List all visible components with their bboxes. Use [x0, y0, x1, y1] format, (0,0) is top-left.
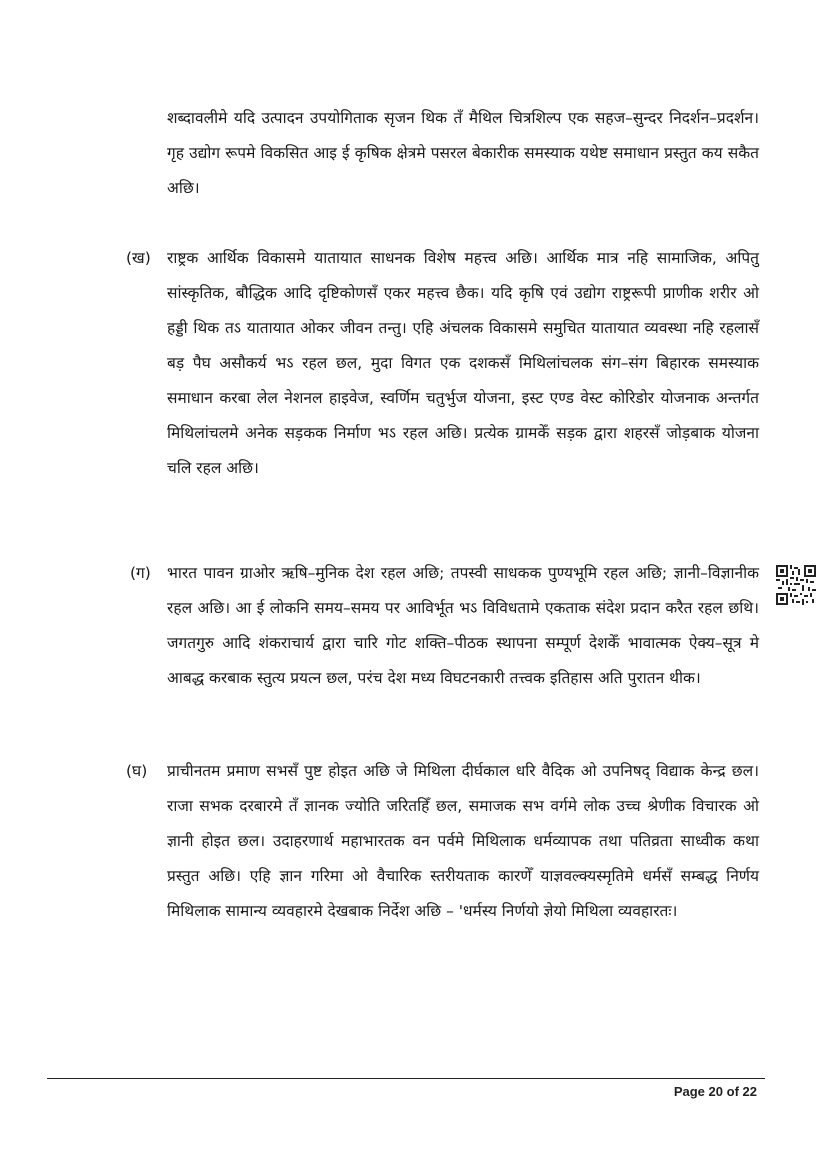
paragraph-marker-gha: (घ) [126, 762, 148, 780]
page-number [674, 1084, 757, 1099]
paragraph-marker-ga: (ग) [130, 564, 151, 582]
paragraph-intro: शब्दावलीमे यदि उत्पादन उपयोगिताक सृजन थिक तँ मैथिल चित्रशिल्प एक सहज–सुन्दर निदर्शन–प्रदर्शन। गृह उद्योग रूपमे विकसित आइ ई कृषिक क्षेत्रमे पसरल बेकारीक समस्याक यथेष्ट समाधान प्रस्तुत कय सकैत अछि। [167, 109, 759, 197]
page-current: 20 [708, 1084, 723, 1099]
page-total: 22 [742, 1084, 757, 1099]
paragraph-marker-kha: (ख) [126, 249, 151, 267]
paragraph-gha: प्राचीनतम प्रमाण सभसँ पुष्ट होइत अछि जे मिथिला दीर्घकाल धरि वैदिक ओ उपनिषद् विद्याक केन्द्र छल। राजा सभक दरबारमे तँ ज्ञानक ज्योति जरितहिँ छल, समाजक सभ वर्गमे लोक उच्च श्रेणीक विचारक ओ ज्ञानी होइत छल। उदाहरणार्थ महाभारतक वन पर्वमे मिथिलाक धर्मव्यापक तथा पतिव्रता साध्वीक कथा प्रस्तुत अछि। एहि ज्ञान गरिमा ओ वैचारिक स्तरीयताक कारणेँ याज्ञवल्क्यस्मृतिमे धर्मसँ सम्बद्ध निर्णय मिथिलाक सामान्य व्यवहारमे देखबाक निर्देश अछि – 'धर्मस्य निर्णयो ज्ञेयो मिथिला व्यवहारतः। [167, 762, 759, 920]
paragraph-ga: भारत पावन ग्राओर ऋषि–मुनिक देश रहल अछि; तपस्वी साधकक पुण्यभूमि रहल अछि; ज्ञानी–विज्ञानीक रहल अछि। आ ई लोकनि समय–समय पर आविर्भूत भऽ विविधतामे एकताक संदेश प्रदान करैत रहल छथि। जगतगुरु आदि शंकराचार्य द्वारा चारि गोट शक्ति–पीठक स्थापना सम्पूर्ण देशकेँ भावात्मक ऐक्य–सूत्र मे आबद्ध करबाक स्तुत्य प्रयत्न छल, परंच देश मध्य विघटनकारी तत्त्वक इतिहास अति पुरातन थीक। [167, 564, 759, 687]
footer-divider [47, 1078, 765, 1079]
qr-code-icon [776, 565, 816, 605]
page-of-label: of [726, 1084, 739, 1099]
paragraph-kha: राष्ट्रक आर्थिक विकासमे यातायात साधनक विशेष महत्त्व अछि। आर्थिक मात्र नहि सामाजिक, अपितु सांस्कृतिक, बौद्धिक आदि दृष्टिकोणसँ एकर महत्त्व छैक। यदि कृषि एवं उद्योग राष्ट्ररूपी प्राणीक शरीर ओ हड्डी थिक तऽ यातायात ओकर जीवन तन्तु। एहि अंचलक विकासमे समुचित यातायात व्यवस्था नहि रहलासँ बड़ पैघ असौकर्य भऽ रहल छल, मुदा विगत एक दशकसँ मिथिलांचलक संग–संग बिहारक समस्याक समाधान करबा लेल नेशनल हाइवेज, स्वर्णिम चतुर्भुज योजना, इस्ट एण्ड वेस्ट कोरिडोर योजनाक अन्तर्गत मिथिलांचलमे अनेक सड़कक निर्माण भऽ रहल अछि। प्रत्येक ग्रामकेँ सड़क द्वारा शहरसँ जोड़बाक योजना चलि रहल अछि। [167, 249, 759, 477]
page-label: Page [673, 1084, 705, 1099]
